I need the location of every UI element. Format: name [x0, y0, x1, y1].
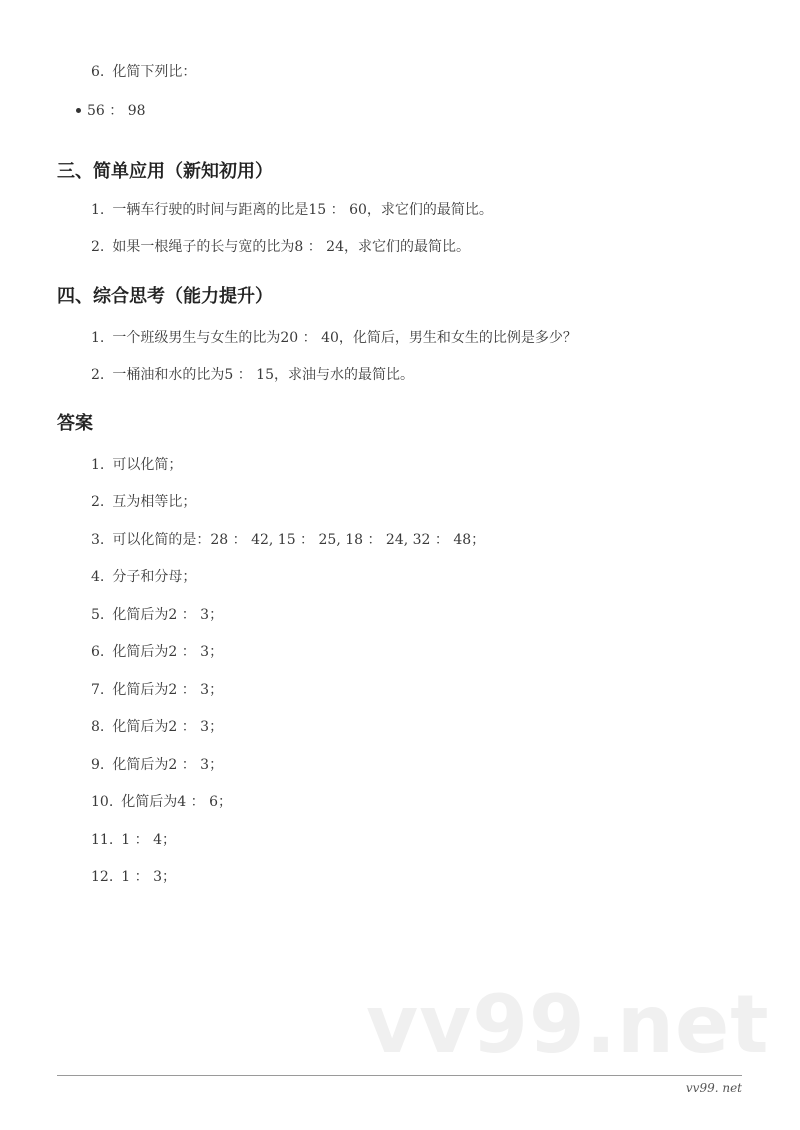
item-number: 6.: [91, 644, 105, 660]
item-text: 如果一根绳子的长与宽的比为8 ： 24，求它们的最简比。: [112, 239, 470, 255]
item-text: 化简后为2 ： 3；: [112, 644, 224, 660]
bullet-text: 56 ： 98: [87, 103, 146, 119]
question-item: [91, 365, 414, 385]
item-text: 分子和分母；: [112, 569, 197, 585]
answer-item: [91, 605, 223, 625]
item-text: 化简后为4 ： 6；: [121, 794, 232, 810]
item-text: 互为相等比；: [112, 494, 197, 510]
item-text: 一桶油和水的比为5 ： 15，求油与水的最简比。: [112, 367, 414, 383]
question-item: [91, 200, 493, 220]
answer-item: [91, 530, 485, 550]
item-text: 一辆车行驶的时间与距离的比是15 ： 60，求它们的最简比。: [112, 202, 493, 218]
item-number: 11.: [91, 832, 114, 848]
answer-item: [91, 492, 196, 512]
question-item: [91, 328, 577, 348]
item-number: 2.: [91, 239, 105, 255]
answer-item: [91, 830, 176, 850]
item-text: 1 ： 3；: [121, 869, 176, 885]
item-number: 1.: [91, 202, 105, 218]
footer-divider: [57, 1075, 742, 1076]
footer-text: vv99. net: [685, 1081, 742, 1095]
answer-item: [91, 567, 196, 587]
question-item: [91, 62, 196, 82]
item-text: 可以化简；: [112, 457, 183, 473]
answers-heading: 答案: [57, 413, 93, 434]
bullet-item: [76, 101, 146, 121]
answer-item: [91, 680, 223, 700]
answer-item: [91, 642, 223, 662]
section-heading: 三、简单应用（新知初用）: [57, 161, 273, 182]
answer-item: [91, 717, 223, 737]
item-number: 4.: [91, 569, 105, 585]
item-number: 10.: [91, 794, 114, 810]
item-number: 5.: [91, 607, 105, 623]
item-number: 7.: [91, 682, 105, 698]
item-text: 化简后为2 ： 3；: [112, 719, 224, 735]
item-text: 化简后为2 ： 3；: [112, 607, 224, 623]
bullet-icon: [76, 108, 81, 113]
item-number: 9.: [91, 757, 105, 773]
item-text: 可以化简的是：28 ： 42, 15 ： 25, 18 ： 24, 32 ： 48；: [112, 532, 486, 548]
item-text: 化简下列比：: [112, 64, 197, 80]
question-item: [91, 237, 470, 257]
item-number: 6.: [91, 64, 105, 80]
item-number: 8.: [91, 719, 105, 735]
answer-item: [91, 755, 223, 775]
answer-item: [91, 867, 176, 887]
item-number: 3.: [91, 532, 105, 548]
item-number: 12.: [91, 869, 114, 885]
item-number: 1.: [91, 457, 105, 473]
item-number: 2.: [91, 494, 105, 510]
watermark: vv99.net: [366, 978, 770, 1071]
item-text: 化简后为2 ： 3；: [112, 682, 224, 698]
item-number: 2.: [91, 367, 105, 383]
section-heading: 四、综合思考（能力提升）: [57, 286, 273, 307]
answer-item: [91, 792, 232, 812]
item-number: 1.: [91, 330, 105, 346]
item-text: 1 ： 4；: [121, 832, 176, 848]
item-text: 化简后为2 ： 3；: [112, 757, 224, 773]
item-text: 一个班级男生与女生的比为20 ： 40，化简后，男生和女生的比例是多少？: [112, 330, 577, 346]
answer-item: [91, 455, 182, 475]
